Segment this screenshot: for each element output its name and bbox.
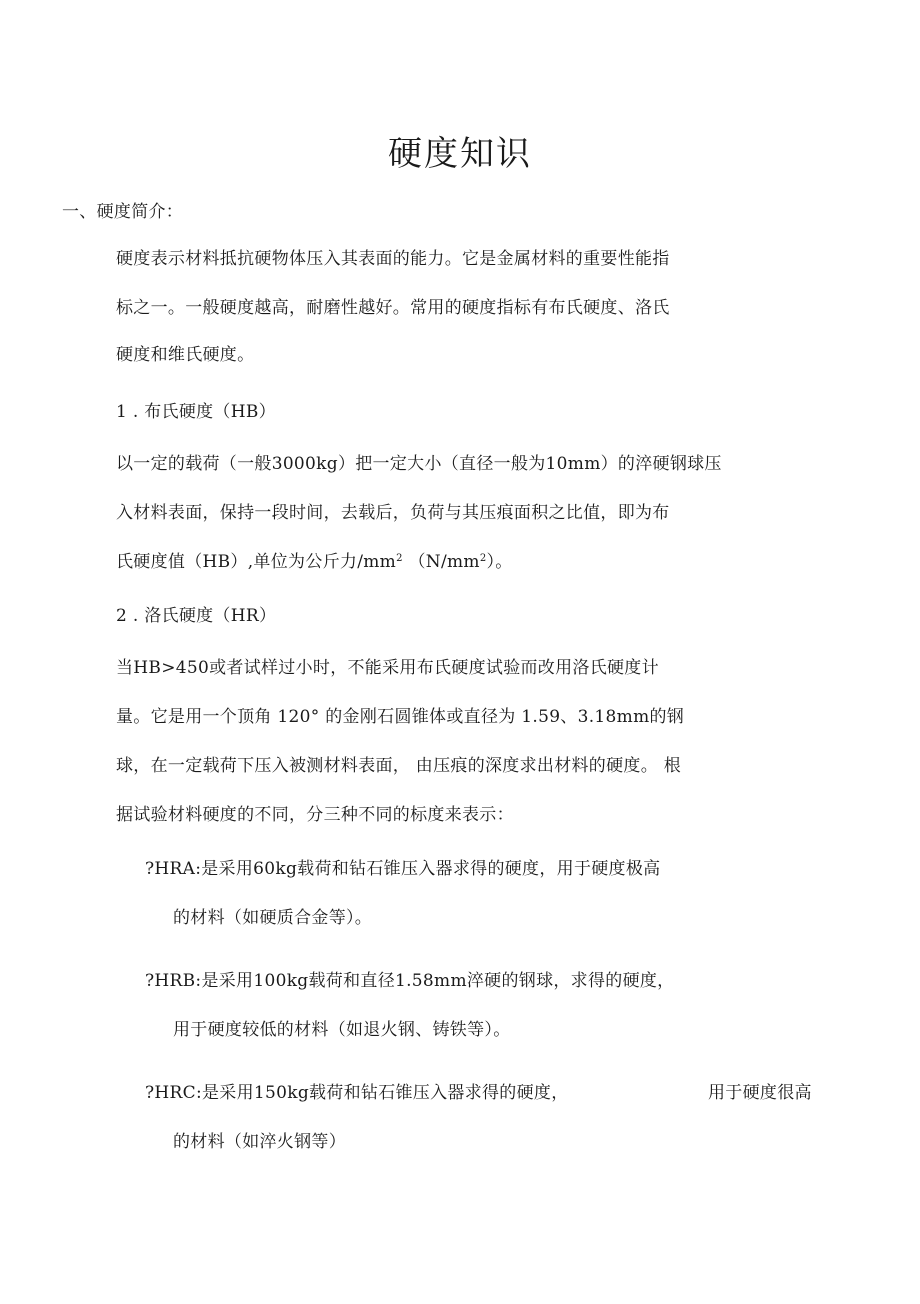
brinell-unit-text-2: （N/mm	[402, 552, 480, 572]
intro-line-1: 硬度表示材料抵抗硬物体压入其表面的能力。它是金属材料的重要性能指	[116, 249, 670, 269]
section-heading: 一、硬度简介：	[62, 202, 184, 222]
brinell-line-2: 入材料表面，保持一段时间，去载后，负荷与其压痕面积之比值，即为布	[116, 503, 670, 523]
superscript: 2	[396, 553, 403, 564]
rockwell-line-3: 球，在一定载荷下压入被测材料表面， 由压痕的深度求出材料的硬度。 根	[116, 756, 682, 776]
rockwell-line-1: 当HB>450或者试样过小时，不能采用布氏硬度试验而改用洛氏硬度计	[116, 658, 659, 678]
hrc-line-1: ?HRC:是采用150kg载荷和钻石锥压入器求得的硬度，	[145, 1083, 569, 1103]
superscript-2: 2	[479, 553, 487, 564]
rockwell-line-2: 量。它是用一个顶角 120° 的金刚石圆锥体或直径为 1.59、3.18mm的钢	[116, 707, 685, 727]
hrc-line-2: 的材料（如淬火钢等）	[173, 1132, 346, 1152]
brinell-heading: 1 . 布氏硬度（HB）	[116, 402, 276, 422]
brinell-line-1: 以一定的载荷（一般3000kg）把一定大小（直径一般为10mm）的淬硬钢球压	[116, 454, 722, 474]
rockwell-line-4: 据试验材料硬度的不同，分三种不同的标度来表示：	[116, 805, 514, 825]
intro-line-3: 硬度和维氏硬度。	[116, 345, 255, 365]
page-title: 硬度知识	[388, 134, 532, 174]
intro-line-2: 标之一。一般硬度越高，耐磨性越好。常用的硬度指标有布氏硬度、洛氏	[116, 298, 670, 318]
hrb-line-1: ?HRB:是采用100kg载荷和直径1.58mm淬硬的钢球，求得的硬度，	[145, 971, 675, 991]
hrb-line-2: 用于硬度较低的材料（如退火钢、铸铁等）。	[173, 1020, 511, 1040]
brinell-unit-suffix: ）。	[486, 552, 513, 572]
rockwell-heading: 2 . 洛氏硬度（HR）	[116, 606, 277, 626]
brinell-unit-text: 氏硬度值（HB）,单位为公斤力/mm	[116, 552, 397, 572]
brinell-line-3	[116, 550, 513, 574]
hra-line-1: ?HRA:是采用60kg载荷和钻石锥压入器求得的硬度，用于硬度极高	[145, 859, 661, 879]
hrc-line-1-tail: 用于硬度很高	[708, 1083, 812, 1103]
hra-line-2: 的材料（如硬质合金等）。	[173, 908, 373, 928]
